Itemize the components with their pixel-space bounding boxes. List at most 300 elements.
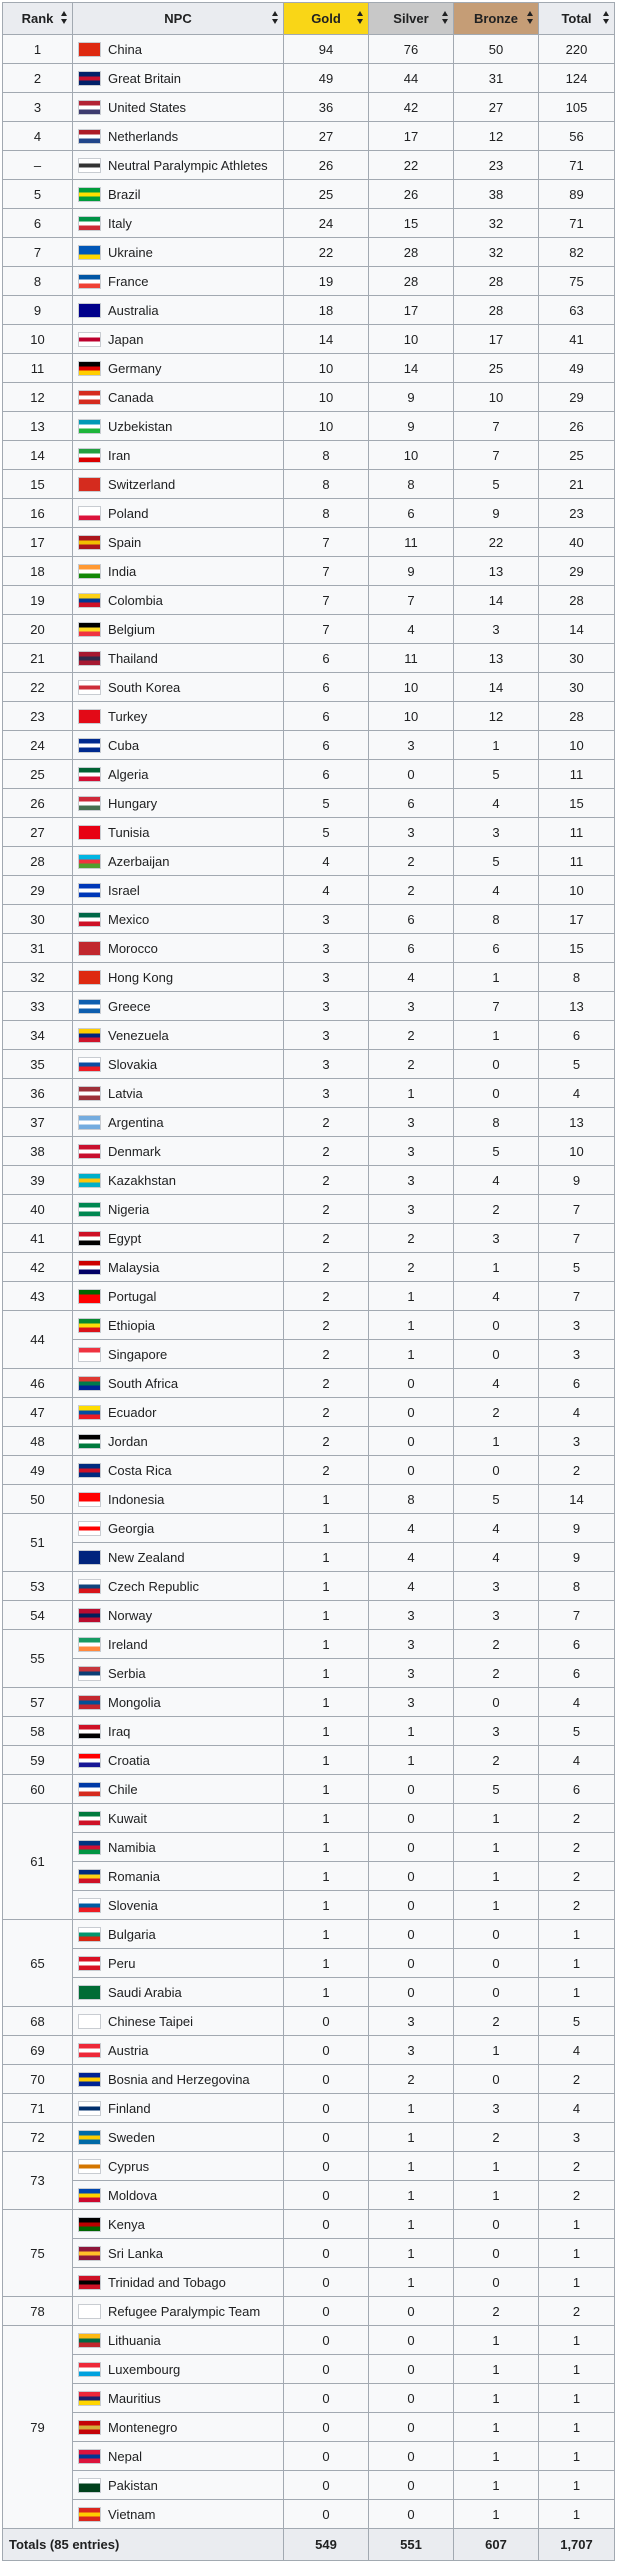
gold-cell: 3 bbox=[284, 992, 369, 1021]
country-link[interactable]: Poland bbox=[108, 505, 149, 521]
npc-cell bbox=[73, 499, 284, 528]
country-link[interactable]: Latvia bbox=[108, 1085, 143, 1101]
country-link[interactable]: Tunisia bbox=[108, 824, 150, 840]
total-cell: 4 bbox=[539, 1688, 615, 1717]
country-link[interactable]: Chile bbox=[108, 1781, 138, 1797]
country-link[interactable]: Jordan bbox=[108, 1433, 148, 1449]
country-link[interactable]: Slovenia bbox=[108, 1897, 158, 1913]
rank-header-label: Rank bbox=[21, 11, 54, 26]
total-cell: 5 bbox=[539, 1717, 615, 1746]
sort-icon[interactable] bbox=[603, 11, 609, 25]
country-link[interactable]: Mexico bbox=[108, 911, 150, 927]
rank-cell: 9 bbox=[3, 296, 73, 325]
country-link[interactable]: Trinidad and Tobago bbox=[108, 2274, 226, 2290]
bronze-cell: 5 bbox=[454, 847, 539, 876]
table-row bbox=[3, 1108, 615, 1137]
table-row bbox=[3, 325, 615, 354]
flag-icon bbox=[78, 912, 101, 927]
table-row bbox=[3, 1572, 615, 1601]
bronze-cell: 0 bbox=[454, 1340, 539, 1369]
flag-icon bbox=[78, 999, 101, 1014]
table-row bbox=[3, 1543, 615, 1572]
total-cell: 30 bbox=[539, 644, 615, 673]
gold-cell: 1 bbox=[284, 1891, 369, 1920]
table-row bbox=[3, 2152, 615, 2181]
country-link[interactable]: Norway bbox=[108, 1607, 153, 1623]
flag-icon bbox=[78, 1985, 101, 2000]
total-cell: 3 bbox=[539, 1427, 615, 1456]
country-link[interactable]: Japan bbox=[108, 331, 144, 347]
bronze-cell: 1 bbox=[454, 2181, 539, 2210]
country-link[interactable]: Luxembourg bbox=[108, 2361, 181, 2377]
country-link[interactable]: Kazakhstan bbox=[108, 1172, 176, 1188]
flag-icon bbox=[78, 2420, 101, 2435]
table-row bbox=[3, 2268, 615, 2297]
bronze-cell: 1 bbox=[454, 2326, 539, 2355]
rank-cell: 44 bbox=[3, 1311, 73, 1369]
silver-cell: 8 bbox=[369, 470, 454, 499]
total-cell: 3 bbox=[539, 1340, 615, 1369]
country-link[interactable]: Australia bbox=[108, 302, 159, 318]
bronze-cell: 0 bbox=[454, 2065, 539, 2094]
npc-cell bbox=[73, 122, 284, 151]
total-cell: 2 bbox=[539, 1833, 615, 1862]
silver-cell: 3 bbox=[369, 1108, 454, 1137]
table-row bbox=[3, 296, 615, 325]
country-link[interactable]: Hungary bbox=[108, 795, 158, 811]
country-link[interactable]: Ukraine bbox=[108, 244, 153, 260]
sort-icon[interactable] bbox=[61, 11, 67, 25]
npc-cell bbox=[73, 557, 284, 586]
country-link[interactable]: Nigeria bbox=[108, 1201, 150, 1217]
country-link[interactable]: Egypt bbox=[108, 1230, 142, 1246]
gold-cell: 8 bbox=[284, 470, 369, 499]
country-link[interactable]: Vietnam bbox=[108, 2506, 156, 2522]
total-cell: 6 bbox=[539, 1021, 615, 1050]
medal-table-container bbox=[2, 2, 614, 2561]
bronze-cell: 5 bbox=[454, 760, 539, 789]
country-link[interactable]: Ireland bbox=[108, 1636, 148, 1652]
country-link[interactable]: Singapore bbox=[108, 1346, 168, 1362]
silver-cell: 2 bbox=[369, 876, 454, 905]
npc-cell bbox=[73, 325, 284, 354]
total-cell: 1 bbox=[539, 1978, 615, 2007]
silver-header-label: Silver bbox=[393, 11, 429, 26]
table-row bbox=[3, 1021, 615, 1050]
country-link[interactable]: France bbox=[108, 273, 149, 289]
gold-cell: 2 bbox=[284, 1282, 369, 1311]
rank-cell: 75 bbox=[3, 2210, 73, 2297]
rank-cell: 53 bbox=[3, 1572, 73, 1601]
table-row bbox=[3, 1050, 615, 1079]
gold-cell: 6 bbox=[284, 644, 369, 673]
gold-cell: 3 bbox=[284, 934, 369, 963]
total-cell: 2 bbox=[539, 1804, 615, 1833]
flag-icon bbox=[78, 2159, 101, 2174]
country-link[interactable]: Moldova bbox=[108, 2187, 158, 2203]
country-link[interactable]: Malaysia bbox=[108, 1259, 160, 1275]
country-link[interactable]: Morocco bbox=[108, 940, 158, 956]
gold-cell: 0 bbox=[284, 2239, 369, 2268]
silver-cell: 1 bbox=[369, 2210, 454, 2239]
silver-cell: 0 bbox=[369, 1978, 454, 2007]
silver-cell: 0 bbox=[369, 1775, 454, 1804]
flag-icon bbox=[78, 941, 101, 956]
table-row bbox=[3, 2384, 615, 2413]
country-link[interactable]: Costa Rica bbox=[108, 1462, 172, 1478]
npc-cell bbox=[73, 528, 284, 557]
silver-cell: 3 bbox=[369, 1659, 454, 1688]
gold-cell: 2 bbox=[284, 1340, 369, 1369]
total-cell: 15 bbox=[539, 789, 615, 818]
country-link[interactable]: Spain bbox=[108, 534, 142, 550]
silver-cell: 10 bbox=[369, 441, 454, 470]
country-link[interactable]: Switzerland bbox=[108, 476, 176, 492]
country-link[interactable]: Mauritius bbox=[108, 2390, 161, 2406]
bronze-cell: 0 bbox=[454, 1688, 539, 1717]
bronze-column-header[interactable] bbox=[454, 3, 539, 35]
country-link[interactable]: Mongolia bbox=[108, 1694, 161, 1710]
country-link[interactable]: Bosnia and Herzegovina bbox=[108, 2071, 250, 2087]
sort-icon[interactable] bbox=[357, 11, 363, 25]
total-cell: 1 bbox=[539, 2442, 615, 2471]
table-row bbox=[3, 1775, 615, 1804]
bronze-cell: 5 bbox=[454, 1775, 539, 1804]
flag-icon bbox=[78, 361, 101, 376]
country-link[interactable]: Slovakia bbox=[108, 1056, 158, 1072]
country-link[interactable]: India bbox=[108, 563, 137, 579]
table-row bbox=[3, 2181, 615, 2210]
silver-cell: 3 bbox=[369, 1195, 454, 1224]
country-link[interactable]: Ecuador bbox=[108, 1404, 157, 1420]
country-link[interactable]: Neutral Paralympic Athletes bbox=[108, 157, 268, 173]
country-link[interactable]: Italy bbox=[108, 215, 132, 231]
sort-icon[interactable] bbox=[272, 11, 278, 25]
country-link[interactable]: Indonesia bbox=[108, 1491, 165, 1507]
total-cell: 75 bbox=[539, 267, 615, 296]
rank-cell: 37 bbox=[3, 1108, 73, 1137]
table-row bbox=[3, 2123, 615, 2152]
gold-cell: 1 bbox=[284, 1833, 369, 1862]
rank-cell: 8 bbox=[3, 267, 73, 296]
bronze-cell: 5 bbox=[454, 1485, 539, 1514]
country-link[interactable]: Austria bbox=[108, 2042, 149, 2058]
country-link[interactable]: Brazil bbox=[108, 186, 141, 202]
total-cell: 21 bbox=[539, 470, 615, 499]
rank-cell: 33 bbox=[3, 992, 73, 1021]
country-link[interactable]: Canada bbox=[108, 389, 154, 405]
bronze-cell: 0 bbox=[454, 1920, 539, 1949]
npc-cell bbox=[73, 1920, 284, 1949]
npc-cell bbox=[73, 1688, 284, 1717]
country-link[interactable]: Thailand bbox=[108, 650, 158, 666]
country-link[interactable]: Namibia bbox=[108, 1839, 156, 1855]
table-row bbox=[3, 1311, 615, 1340]
flag-icon bbox=[78, 477, 101, 492]
bronze-cell: 22 bbox=[454, 528, 539, 557]
country-link[interactable]: Chinese Taipei bbox=[108, 2013, 194, 2029]
gold-cell: 3 bbox=[284, 1079, 369, 1108]
total-cell: 7 bbox=[539, 1195, 615, 1224]
total-cell: 4 bbox=[539, 2094, 615, 2123]
silver-cell: 1 bbox=[369, 1282, 454, 1311]
silver-cell: 1 bbox=[369, 1340, 454, 1369]
country-link[interactable]: Netherlands bbox=[108, 128, 179, 144]
silver-column-header[interactable] bbox=[369, 3, 454, 35]
table-row bbox=[3, 1862, 615, 1891]
total-cell: 1 bbox=[539, 2471, 615, 2500]
country-link[interactable]: Montenegro bbox=[108, 2419, 178, 2435]
bronze-cell: 1 bbox=[454, 2471, 539, 2500]
flag-icon bbox=[78, 42, 101, 57]
silver-cell: 1 bbox=[369, 1717, 454, 1746]
gold-cell: 14 bbox=[284, 325, 369, 354]
total-header-label: Total bbox=[561, 11, 592, 26]
sort-icon[interactable] bbox=[442, 11, 448, 25]
country-link[interactable]: Czech Republic bbox=[108, 1578, 200, 1594]
silver-cell: 1 bbox=[369, 1746, 454, 1775]
country-link[interactable]: Hong Kong bbox=[108, 969, 174, 985]
rank-cell: 61 bbox=[3, 1804, 73, 1920]
gold-cell: 22 bbox=[284, 238, 369, 267]
bronze-cell: 1 bbox=[454, 2442, 539, 2471]
country-link[interactable]: Sweden bbox=[108, 2129, 155, 2145]
rank-cell: 6 bbox=[3, 209, 73, 238]
bronze-cell: 3 bbox=[454, 1572, 539, 1601]
silver-cell: 0 bbox=[369, 760, 454, 789]
country-link[interactable]: Kenya bbox=[108, 2216, 145, 2232]
flag-icon bbox=[78, 1289, 101, 1304]
bronze-cell: 0 bbox=[454, 1978, 539, 2007]
gold-cell: 1 bbox=[284, 1630, 369, 1659]
table-row bbox=[3, 1369, 615, 1398]
country-link[interactable]: Refugee Paralympic Team bbox=[108, 2303, 261, 2319]
flag-icon bbox=[78, 1260, 101, 1275]
country-link[interactable]: Bulgaria bbox=[108, 1926, 156, 1942]
country-link[interactable]: Ethiopia bbox=[108, 1317, 155, 1333]
country-link[interactable]: Iraq bbox=[108, 1723, 131, 1739]
silver-cell: 3 bbox=[369, 818, 454, 847]
silver-cell: 9 bbox=[369, 412, 454, 441]
silver-cell: 22 bbox=[369, 151, 454, 180]
gold-cell: 1 bbox=[284, 1775, 369, 1804]
bronze-cell: 1 bbox=[454, 1862, 539, 1891]
flag-icon bbox=[78, 1492, 101, 1507]
npc-cell bbox=[73, 412, 284, 441]
bronze-cell: 2 bbox=[454, 1746, 539, 1775]
silver-cell: 6 bbox=[369, 934, 454, 963]
country-link[interactable]: Turkey bbox=[108, 708, 148, 724]
gold-column-header[interactable] bbox=[284, 3, 369, 35]
npc-cell bbox=[73, 2210, 284, 2239]
country-link[interactable]: Croatia bbox=[108, 1752, 150, 1768]
country-link[interactable]: Cuba bbox=[108, 737, 140, 753]
table-row bbox=[3, 1601, 615, 1630]
country-link[interactable]: Romania bbox=[108, 1868, 161, 1884]
bronze-cell: 1 bbox=[454, 963, 539, 992]
flag-icon bbox=[78, 1202, 101, 1217]
silver-cell: 17 bbox=[369, 122, 454, 151]
silver-cell: 1 bbox=[369, 1311, 454, 1340]
bronze-cell: 2 bbox=[454, 2123, 539, 2152]
rank-column-header[interactable] bbox=[3, 3, 73, 35]
total-cell: 2 bbox=[539, 2152, 615, 2181]
medal-table-body bbox=[3, 35, 615, 2529]
total-cell: 28 bbox=[539, 702, 615, 731]
country-link[interactable]: Cyprus bbox=[108, 2158, 150, 2174]
bronze-cell: 14 bbox=[454, 673, 539, 702]
table-row bbox=[3, 2500, 615, 2529]
npc-cell bbox=[73, 1572, 284, 1601]
gold-cell: 2 bbox=[284, 1253, 369, 1282]
table-row bbox=[3, 789, 615, 818]
country-link[interactable]: Germany bbox=[108, 360, 162, 376]
silver-cell: 6 bbox=[369, 905, 454, 934]
table-row bbox=[3, 2442, 615, 2471]
bronze-cell: 1 bbox=[454, 2413, 539, 2442]
country-link[interactable]: Portugal bbox=[108, 1288, 157, 1304]
flag-icon bbox=[78, 2072, 101, 2087]
silver-cell: 1 bbox=[369, 2152, 454, 2181]
country-link[interactable]: Finland bbox=[108, 2100, 151, 2116]
flag-icon bbox=[78, 651, 101, 666]
total-cell: 5 bbox=[539, 2007, 615, 2036]
total-cell: 49 bbox=[539, 354, 615, 383]
country-link[interactable]: Lithuania bbox=[108, 2332, 161, 2348]
silver-cell: 6 bbox=[369, 789, 454, 818]
country-link[interactable]: Uzbekistan bbox=[108, 418, 173, 434]
country-link[interactable]: South Africa bbox=[108, 1375, 179, 1391]
bronze-cell: 0 bbox=[454, 1456, 539, 1485]
bronze-cell: 3 bbox=[454, 1224, 539, 1253]
table-row bbox=[3, 557, 615, 586]
country-link[interactable]: China bbox=[108, 41, 142, 57]
total-cell: 11 bbox=[539, 818, 615, 847]
rank-cell: 22 bbox=[3, 673, 73, 702]
country-link[interactable]: Israel bbox=[108, 882, 140, 898]
rank-cell: 12 bbox=[3, 383, 73, 412]
country-link[interactable]: Belgium bbox=[108, 621, 155, 637]
bronze-cell: 7 bbox=[454, 441, 539, 470]
bronze-cell: 2 bbox=[454, 2007, 539, 2036]
country-link[interactable]: Algeria bbox=[108, 766, 149, 782]
bronze-header-label: Bronze bbox=[473, 11, 519, 26]
bronze-cell: 0 bbox=[454, 1311, 539, 1340]
npc-cell bbox=[73, 2442, 284, 2471]
total-cell: 41 bbox=[539, 325, 615, 354]
silver-cell: 3 bbox=[369, 1688, 454, 1717]
flag-icon bbox=[78, 1898, 101, 1913]
bronze-cell: 5 bbox=[454, 1137, 539, 1166]
flag-icon bbox=[78, 767, 101, 782]
flag-icon bbox=[78, 1724, 101, 1739]
table-row bbox=[3, 2036, 615, 2065]
silver-cell: 1 bbox=[369, 2268, 454, 2297]
bronze-cell: 2 bbox=[454, 1398, 539, 1427]
country-link[interactable]: United States bbox=[108, 99, 187, 115]
flag-icon bbox=[78, 1782, 101, 1797]
silver-cell: 1 bbox=[369, 2094, 454, 2123]
total-cell: 71 bbox=[539, 209, 615, 238]
country-link[interactable]: South Korea bbox=[108, 679, 181, 695]
bronze-cell: 50 bbox=[454, 35, 539, 64]
bronze-cell: 10 bbox=[454, 383, 539, 412]
gold-cell: 2 bbox=[284, 1166, 369, 1195]
country-link[interactable]: Argentina bbox=[108, 1114, 164, 1130]
total-cell: 2 bbox=[539, 2065, 615, 2094]
country-link[interactable]: Nepal bbox=[108, 2448, 142, 2464]
silver-cell: 0 bbox=[369, 1920, 454, 1949]
silver-cell: 2 bbox=[369, 1253, 454, 1282]
flag-icon bbox=[78, 245, 101, 260]
flag-icon bbox=[78, 1434, 101, 1449]
total-column-header[interactable] bbox=[539, 3, 615, 35]
country-link[interactable]: New Zealand bbox=[108, 1549, 185, 1565]
country-link[interactable]: Sri Lanka bbox=[108, 2245, 163, 2261]
country-link[interactable]: Greece bbox=[108, 998, 151, 1014]
table-row bbox=[3, 702, 615, 731]
country-link[interactable]: Peru bbox=[108, 1955, 136, 1971]
silver-cell: 3 bbox=[369, 1137, 454, 1166]
bronze-cell: 1 bbox=[454, 1891, 539, 1920]
bronze-cell: 1 bbox=[454, 2355, 539, 2384]
rank-cell: 57 bbox=[3, 1688, 73, 1717]
npc-cell bbox=[73, 789, 284, 818]
totals-total: 1,707 bbox=[539, 2529, 615, 2561]
npc-cell bbox=[73, 1601, 284, 1630]
country-link[interactable]: Azerbaijan bbox=[108, 853, 170, 869]
bronze-cell: 17 bbox=[454, 325, 539, 354]
country-link[interactable]: Iran bbox=[108, 447, 131, 463]
flag-icon bbox=[78, 2188, 101, 2203]
country-link[interactable]: Venezuela bbox=[108, 1027, 169, 1043]
total-cell: 6 bbox=[539, 1775, 615, 1804]
bronze-cell: 14 bbox=[454, 586, 539, 615]
sort-icon[interactable] bbox=[527, 11, 533, 25]
table-row bbox=[3, 2326, 615, 2355]
npc-cell bbox=[73, 2007, 284, 2036]
npc-cell bbox=[73, 441, 284, 470]
flag-icon bbox=[78, 535, 101, 550]
country-link[interactable]: Colombia bbox=[108, 592, 163, 608]
gold-cell: 5 bbox=[284, 789, 369, 818]
npc-cell bbox=[73, 1485, 284, 1514]
rank-cell: 34 bbox=[3, 1021, 73, 1050]
rank-cell: 13 bbox=[3, 412, 73, 441]
flag-icon bbox=[78, 738, 101, 753]
country-link[interactable]: Serbia bbox=[108, 1665, 146, 1681]
flag-icon bbox=[78, 1579, 101, 1594]
npc-cell bbox=[73, 2065, 284, 2094]
country-link[interactable]: Georgia bbox=[108, 1520, 155, 1536]
flag-icon bbox=[78, 2014, 101, 2029]
table-row bbox=[3, 1340, 615, 1369]
gold-cell: 7 bbox=[284, 615, 369, 644]
flag-icon bbox=[78, 564, 101, 579]
gold-cell: 7 bbox=[284, 528, 369, 557]
flag-icon bbox=[78, 71, 101, 86]
country-link[interactable]: Saudi Arabia bbox=[108, 1984, 182, 2000]
gold-cell: 1 bbox=[284, 1514, 369, 1543]
country-link[interactable]: Pakistan bbox=[108, 2477, 158, 2493]
npc-cell bbox=[73, 1775, 284, 1804]
country-link[interactable]: Kuwait bbox=[108, 1810, 148, 1826]
gold-cell: 25 bbox=[284, 180, 369, 209]
npc-column-header[interactable] bbox=[73, 3, 284, 35]
country-link[interactable]: Denmark bbox=[108, 1143, 161, 1159]
country-link[interactable]: Great Britain bbox=[108, 70, 181, 86]
bronze-cell: 3 bbox=[454, 1601, 539, 1630]
